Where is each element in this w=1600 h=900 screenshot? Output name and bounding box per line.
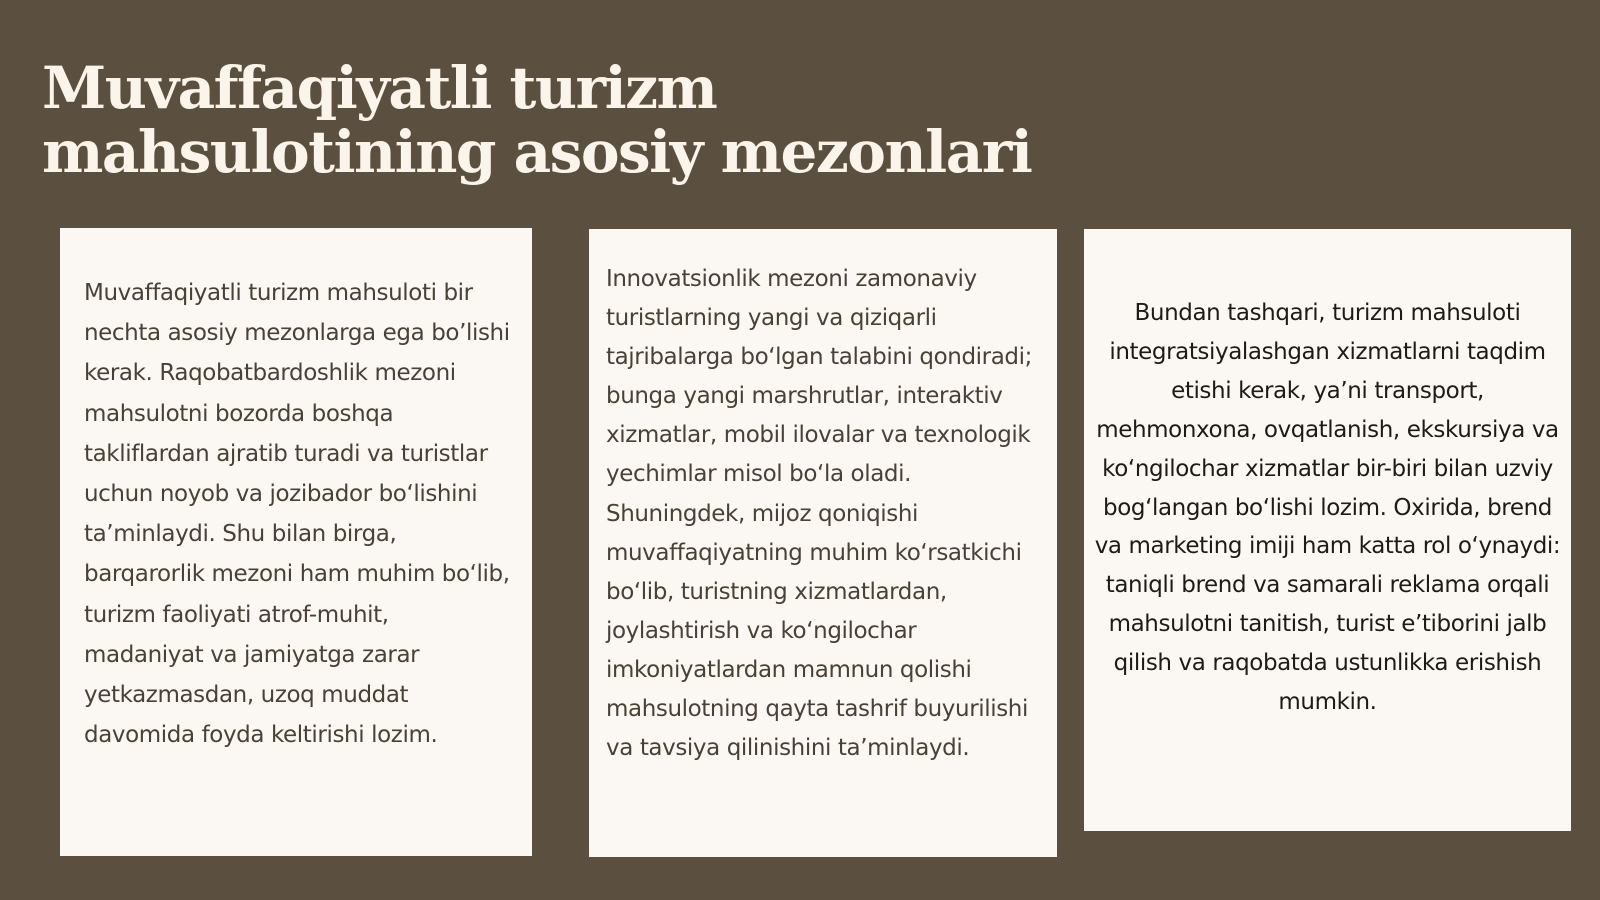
text-card-1 <box>60 228 532 856</box>
card-2-text: Innovatsionlik mezoni zamonaviy turistlarning yangi va qiziqarli tajribalarga bo‘lgan talabini qondiradi; bunga yangi marshrutlar, interaktiv xizmatlar, mobil ilovalar va texnologik yechimlar misol bo‘la oladi. Shuningdek, mijoz qoniqishi muvaffaqiyatning muhim ko‘rsatkichi bo‘lib, turistning xizmatlardan, joylashtirish va ko‘ngilochar imkoniyatlardan mamnun qolishi mahsulotning qayta tashrif buyurilishi va tavsiya qilinishini ta’minlaydi. <box>606 266 1032 762</box>
text-card-3 <box>1084 229 1571 831</box>
text-card-2 <box>589 229 1057 857</box>
card-1-text: Muvaffaqiyatli turizm mahsuloti bir nechta asosiy mezonlarga ega bo’lishi kerak. Raqobatbardoshlik mezoni mahsulotni bozorda boshqa takliflardan ajratib turadi va turistlar uchun noyob va jozibador bo‘lishini ta’minlaydi. Shu bilan birga, barqarorlik mezoni ham muhim bo‘lib, turizm faoliyati atrof-muhit, madaniyat va jamiyatga zarar yetkazmasdan, uzoq muddat davomida foyda keltirishi lozim. <box>84 280 510 749</box>
card-3-text: Bundan tashqari, turizm mahsuloti integratsiyalashgan xizmatlarni taqdim etishi kerak, ya’ni transport, mehmonxona, ovqatlanish, ekskursiya va ko‘ngilochar xizmatlar bir-biri bilan uzviy bog‘langan bo‘lishi lozim. Oxirida, brend va marketing imiji ham katta rol o‘ynaydi: taniqli brend va samarali reklama orqali mahsulotni tanitish, turist e’tiborini jalb qilish va raqobatda ustunlikka erishish mumkin. <box>1094 300 1561 716</box>
slide-title: Muvaffaqiyatli turizm mahsulotining asosiy mezonlari <box>42 54 1032 186</box>
